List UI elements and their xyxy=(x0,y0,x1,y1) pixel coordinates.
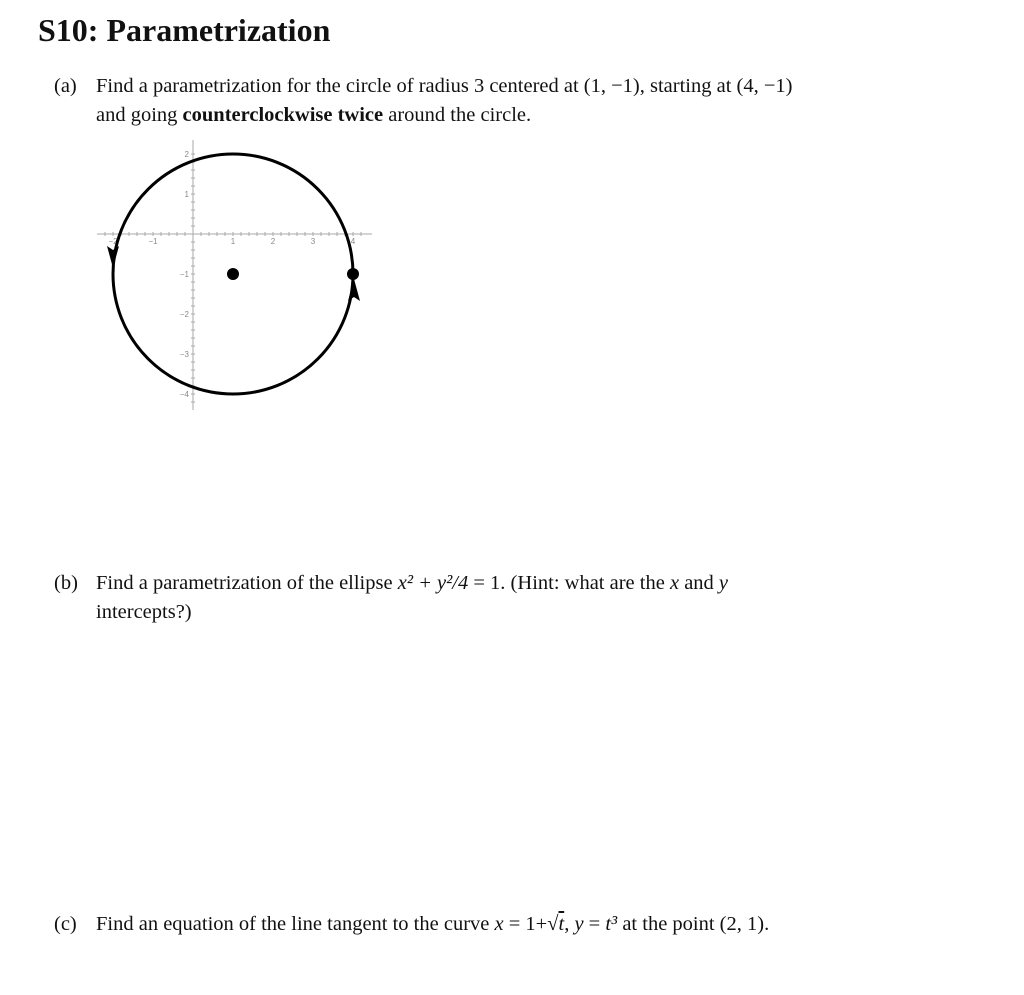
x-tick-label: 4 xyxy=(350,237,356,246)
y-tick-label: −4 xyxy=(179,390,189,399)
var-x: x xyxy=(494,913,504,935)
problem-b-label: (b) xyxy=(54,572,78,594)
problem-b-text3: intercepts?) xyxy=(96,601,192,623)
problem-c-text2: at the point (2, 1). xyxy=(617,913,770,935)
var-x: x xyxy=(669,572,680,594)
y-tick-label: −2 xyxy=(179,310,189,319)
var-y: y xyxy=(718,572,729,594)
arrow-up-icon xyxy=(348,279,360,301)
eq-part: = 1+√ xyxy=(503,913,559,935)
problem-a-label: (a) xyxy=(54,75,77,97)
y-tick-label: 2 xyxy=(184,150,189,159)
y-tick-label: −3 xyxy=(179,350,189,359)
problem-b-text: Find a parametrization of the ellipse xyxy=(96,572,398,594)
start-point xyxy=(347,268,359,280)
problem-c-label: (c) xyxy=(54,913,77,935)
problem-a-bold: counterclockwise twice xyxy=(182,104,384,126)
problem-c xyxy=(54,910,954,939)
page-title: S10: Parametrization xyxy=(38,12,331,48)
problem-a-text: Find a parametrization for the circle of radius 3 centered at (1, −1), starting at (4, −1) xyxy=(96,75,793,97)
x-tick-label: 2 xyxy=(270,237,276,246)
x-tick-label: −2 xyxy=(108,237,118,246)
y-tick-label: −1 xyxy=(179,270,189,279)
y-tick-label: 1 xyxy=(184,190,189,199)
problem-a-text2: and going xyxy=(96,104,183,126)
problem-b xyxy=(54,569,954,627)
and-text: and xyxy=(679,572,719,594)
problem-a-text3: around the circle. xyxy=(383,104,532,126)
var-y: y xyxy=(574,913,584,935)
x-tick-label: 3 xyxy=(310,237,316,246)
ellipse-equation: x² + y²/4 xyxy=(397,572,469,594)
var-t: t xyxy=(558,913,565,935)
t-cubed: t³ xyxy=(605,913,618,935)
problem-b-text2: = 1. (Hint: what are the xyxy=(468,572,670,594)
comma: , xyxy=(564,913,575,935)
x-tick-label: 1 xyxy=(230,237,236,246)
problem-c-text: Find an equation of the line tangent to the curve xyxy=(96,913,495,935)
center-point xyxy=(227,268,239,280)
eq-part: = xyxy=(583,913,606,935)
x-tick-label: −1 xyxy=(148,237,158,246)
arrow-down-icon xyxy=(107,246,119,268)
